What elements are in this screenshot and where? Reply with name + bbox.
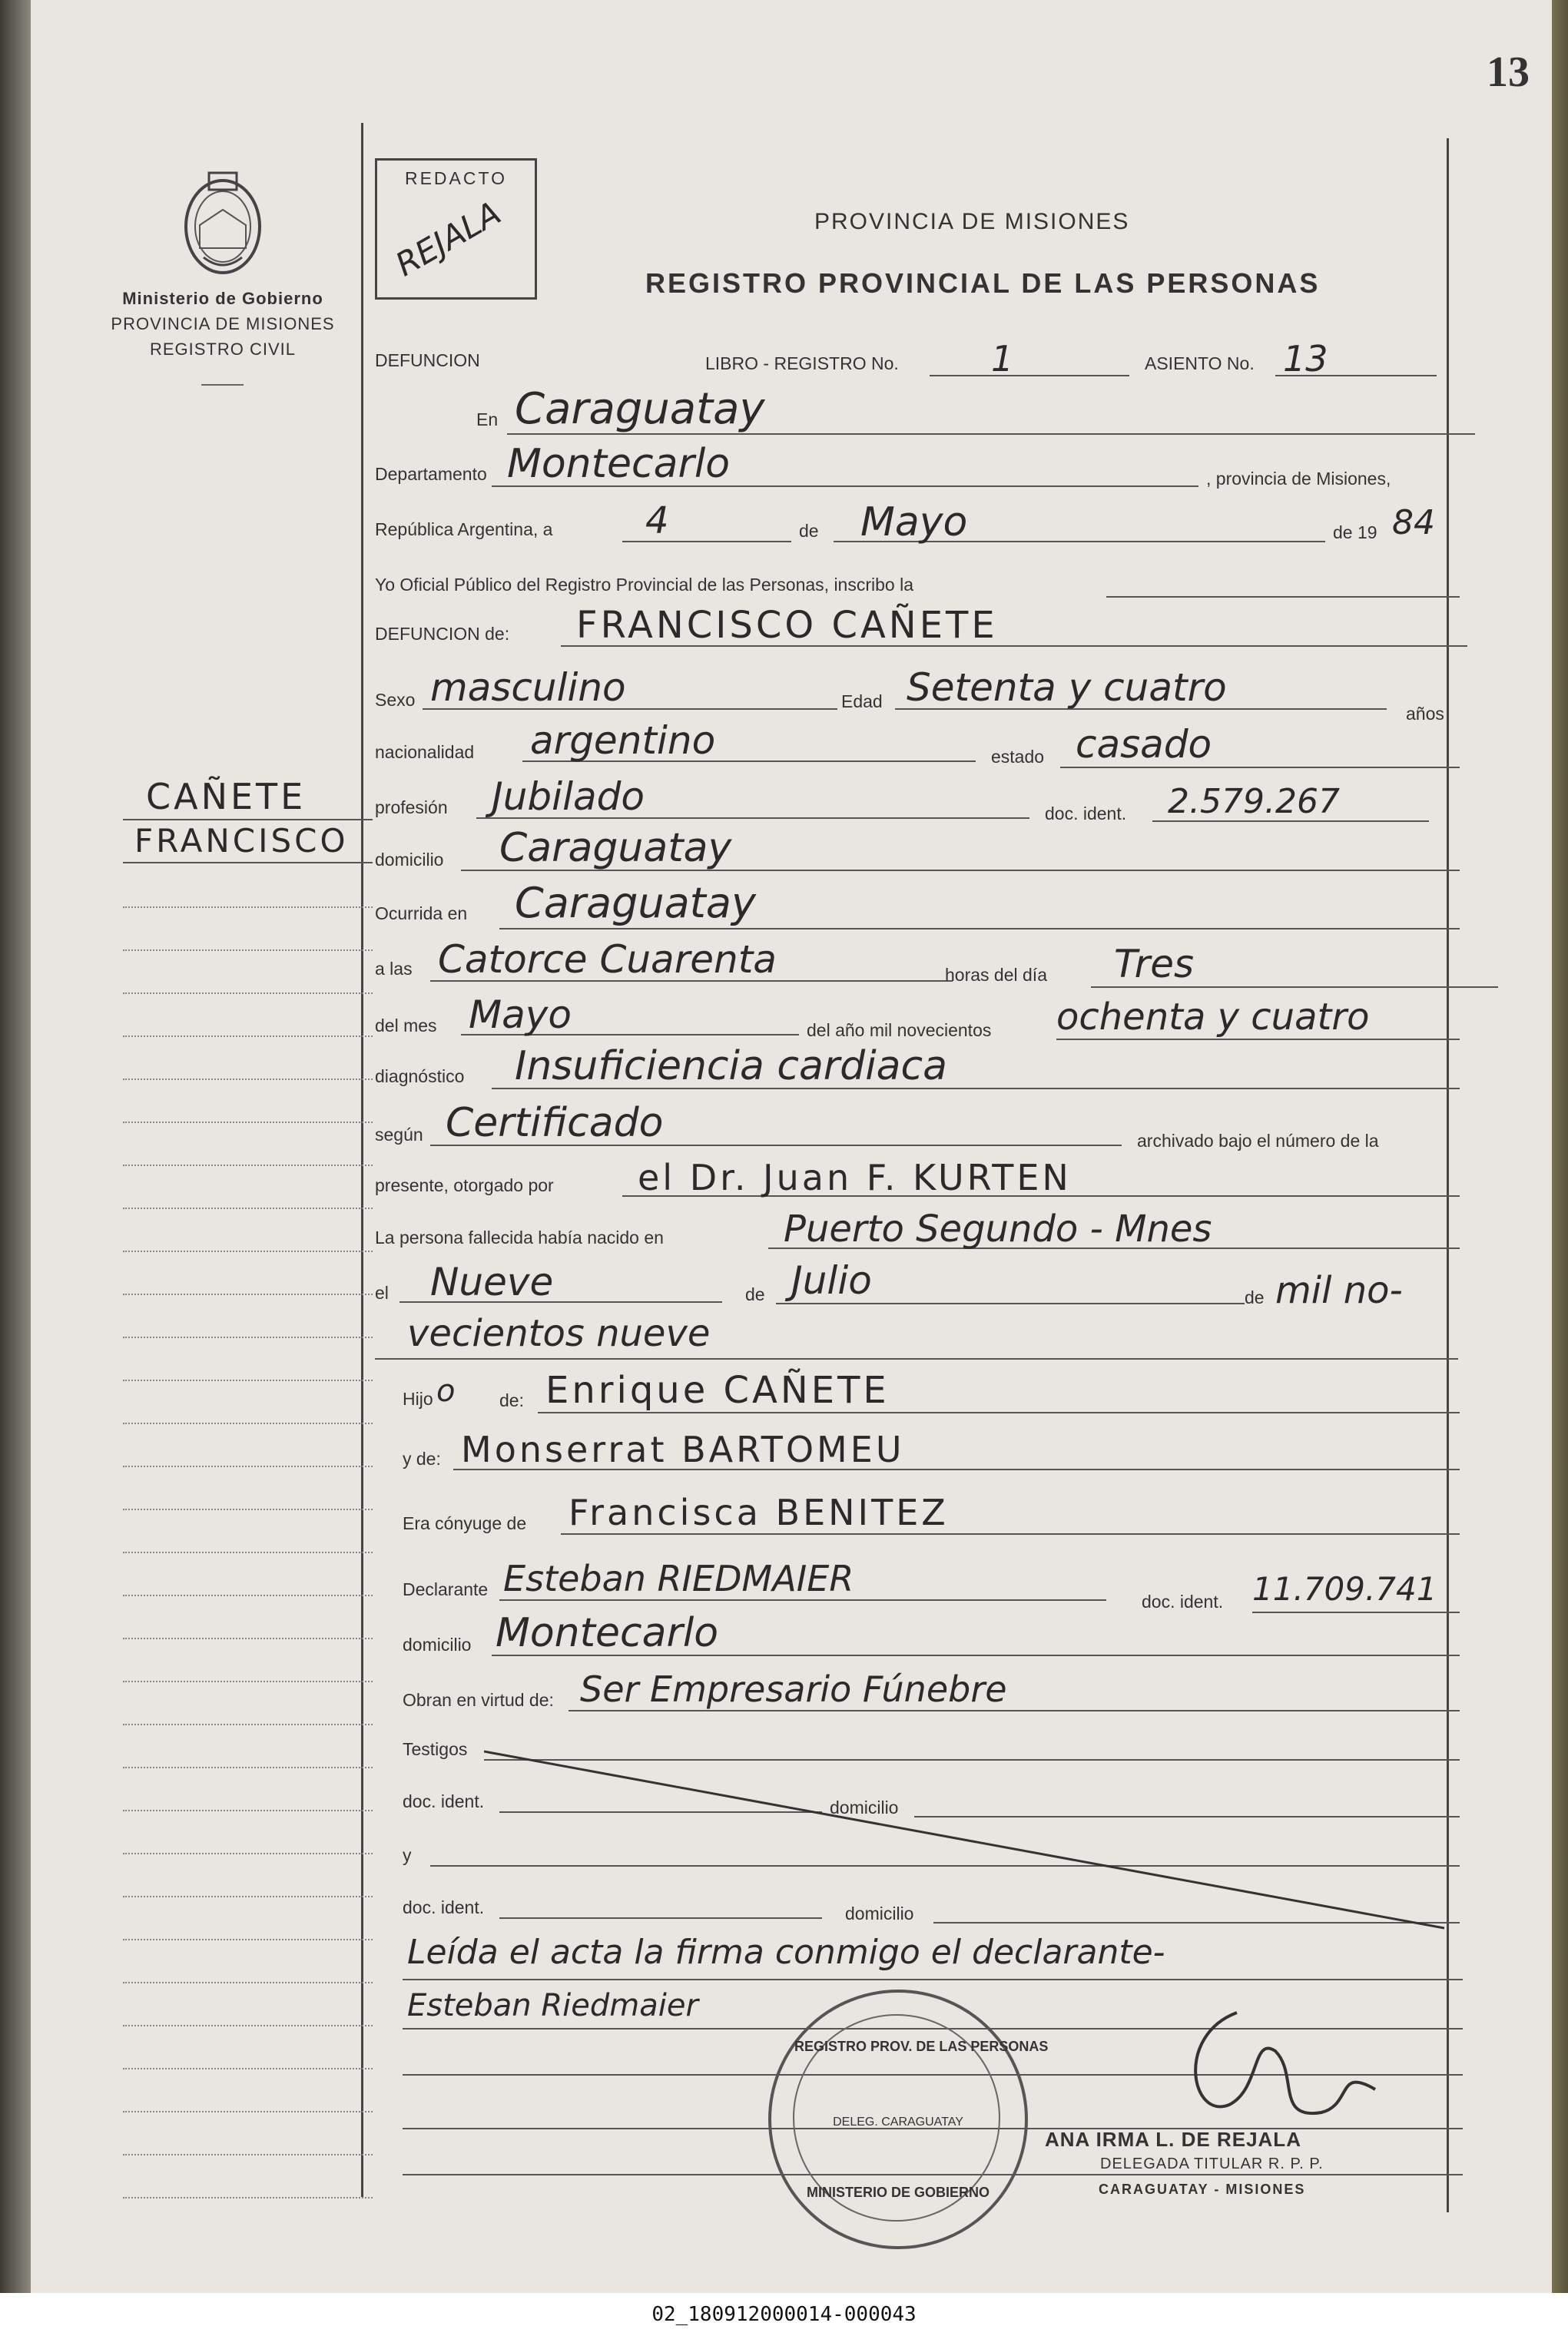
book-edge (1552, 0, 1568, 2293)
ministry-name: Ministerio de Gobierno (122, 289, 323, 308)
y-label: y (403, 1845, 412, 1865)
el-label: el (375, 1283, 389, 1303)
seal-text-top: REGISTRO PROV. DE LAS PERSONAS (794, 2039, 1049, 2054)
sexo-value: masculino (430, 665, 626, 710)
edad-label: Edad (841, 691, 883, 711)
otorgado-value: el Dr. Juan F. KURTEN (638, 1157, 1072, 1198)
archivado-label: archivado bajo el número de la (1137, 1131, 1379, 1151)
officer-title: DELEGADA TITULAR R. P. P. (1100, 2155, 1324, 2172)
edad-value: Setenta y cuatro (907, 665, 1227, 710)
margin-ruled-line (123, 1337, 373, 1338)
margin-ruled-line (123, 992, 373, 994)
document-page (31, 0, 1552, 2293)
deceased-name: FRANCISCO CAÑETE (576, 604, 998, 647)
diagnostico-label: diagnóstico (375, 1066, 465, 1086)
doc-ident-label: doc. ident. (1045, 804, 1127, 823)
margin-ruled-line (123, 1509, 373, 1510)
en-value: Caraguatay (515, 384, 765, 434)
conyuge-label: Era cónyuge de (403, 1513, 527, 1533)
page-number: 13 (1487, 48, 1530, 96)
record-type: DEFUNCION (375, 350, 480, 370)
margin-ruled-line (123, 1638, 373, 1639)
margin-line (123, 862, 373, 863)
oficial-text: Yo Oficial Público del Registro Provincial de las Personas, inscribo la (375, 575, 913, 595)
doc-ident-value: 2.579.267 (1168, 782, 1340, 821)
day-value: 4 (645, 499, 669, 542)
margin-ruled-line (123, 1552, 373, 1553)
nacionalidad-label: nacionalidad (375, 742, 475, 762)
del-mes-label: del mes (375, 1016, 437, 1035)
margin-ruled-line (123, 1035, 373, 1037)
year-value: 84 (1392, 503, 1435, 542)
margin-ruled-line (123, 949, 373, 951)
month-value: Mayo (860, 499, 968, 545)
redacto-stamp (375, 158, 537, 300)
seal-text-inner: DELEG. CARAGUATAY (833, 2116, 963, 2129)
redacto-value: REJALA (389, 194, 507, 284)
form-left-border (361, 123, 363, 2197)
segun-label: según (375, 1125, 423, 1145)
closing-text: Leída el acta la firma conmigo el declarante- (407, 1933, 1165, 1972)
decl-doc-label: doc. ident. (1142, 1592, 1224, 1612)
margin-ruled-line (123, 1466, 373, 1467)
en-label: En (476, 409, 499, 429)
margin-ruled-line (123, 1079, 373, 1080)
margin-name: FRANCISCO (134, 822, 349, 860)
officer-signature (1145, 2005, 1391, 2136)
oficial-line (1106, 596, 1460, 598)
margin-ruled-line (123, 1423, 373, 1424)
margin-ruled-line (123, 1208, 373, 1209)
margin-ruled-line (123, 906, 373, 908)
nac-ano-line (375, 1358, 1458, 1360)
asiento-value: 13 (1283, 338, 1328, 379)
t2-domicilio-label: domicilio (845, 1904, 914, 1923)
official-seal (768, 1990, 1049, 2249)
sexo-label: Sexo (375, 690, 416, 710)
margin-ruled-line (123, 1380, 373, 1381)
madre-value: Monserrat BARTOMEU (461, 1429, 905, 1470)
ocurrida-label: Ocurrida en (375, 903, 468, 923)
profesion-value: Jubilado (492, 774, 645, 819)
anos-label: años (1406, 704, 1444, 724)
obran-label: Obran en virtud de: (403, 1690, 554, 1710)
margin-ruled-line (123, 1810, 373, 1811)
diagnostico-value: Insuficiencia cardiaca (515, 1043, 947, 1089)
ministry-province: PROVINCIA DE MISIONES (111, 314, 335, 333)
estado-value: casado (1076, 722, 1212, 767)
nac-ano-value-1: mil no- (1275, 1269, 1403, 1312)
declarante-label: Declarante (403, 1579, 489, 1599)
padre-line (538, 1412, 1460, 1413)
ministry-header (85, 286, 361, 362)
hijo-suffix: o (436, 1373, 456, 1409)
image-id-footer: 02_180912000014-000043 (0, 2293, 1568, 2336)
testigos-label: Testigos (403, 1739, 468, 1759)
nac-mes-value: Julio (791, 1258, 872, 1303)
declarante-line (499, 1599, 1106, 1601)
y-de-label: y de: (403, 1449, 441, 1469)
decl-domicilio-value: Montecarlo (496, 1610, 719, 1656)
provincia-label: , provincia de Misiones, (1206, 469, 1391, 489)
hijo-label: Hijo (403, 1389, 433, 1409)
t-doc-label: doc. ident. (403, 1791, 485, 1811)
margin-ruled-line (123, 2111, 373, 2112)
horas-label: horas del día (945, 965, 1047, 985)
nacionalidad-value: argentino (530, 718, 716, 763)
asiento-label: ASIENTO No. (1145, 353, 1255, 373)
margin-ruled-line (123, 2197, 373, 2198)
dia-line (1091, 986, 1498, 988)
closing-line (403, 1979, 1463, 1980)
defuncion-de-label: DEFUNCION de: (375, 624, 510, 644)
ano-line (1056, 1039, 1460, 1040)
decl-doc-value: 11.709.741 (1252, 1570, 1437, 1608)
officer-place: CARAGUATAY - MISIONES (1099, 2182, 1306, 2197)
conyuge-line (561, 1533, 1460, 1535)
segun-value: Certificado (446, 1100, 664, 1146)
margin-ruled-line (123, 2068, 373, 2069)
margin-ruled-line (123, 1165, 373, 1166)
conyuge-value: Francisca BENITEZ (569, 1492, 949, 1533)
margin-ruled-line (123, 2154, 373, 2155)
obran-line (569, 1710, 1460, 1711)
strike-line (484, 1744, 1452, 1943)
margin-ruled-line (123, 1853, 373, 1854)
province-title: PROVINCIA DE MISIONES (814, 209, 1130, 234)
libro-value: 1 (991, 338, 1014, 379)
hijo-de-label: de: (499, 1390, 524, 1410)
officer-name: ANA IRMA L. DE REJALA (1045, 2128, 1301, 2151)
margin-ruled-line (123, 1982, 373, 1983)
dia-value: Tres (1114, 942, 1195, 986)
libro-label: LIBRO - REGISTRO No. (705, 353, 899, 373)
departamento-label: Departamento (375, 464, 487, 484)
year-label: de 19 (1333, 522, 1377, 542)
margin-ruled-line (123, 1767, 373, 1768)
obran-value: Ser Empresario Fúnebre (580, 1668, 1007, 1710)
t2-doc-label: doc. ident. (403, 1897, 485, 1917)
margin-ruled-line (123, 1251, 373, 1252)
margin-ruled-line (123, 1724, 373, 1725)
registry-title: REGISTRO PROVINCIAL DE LAS PERSONAS (645, 267, 1321, 299)
nac-de2-label: de (1245, 1287, 1265, 1307)
declarante-value: Esteban RIEDMAIER (503, 1558, 854, 1599)
margin-ruled-line (123, 1122, 373, 1123)
coat-of-arms-icon (177, 165, 269, 280)
t-domicilio-label: domicilio (830, 1798, 899, 1817)
margin-ruled-line (123, 1896, 373, 1897)
nac-ano-value-2: vecientos nueve (407, 1312, 711, 1355)
margin-ruled-line (123, 1595, 373, 1596)
mes-value: Mayo (469, 992, 572, 1037)
divider (201, 384, 244, 386)
book-binding (0, 0, 31, 2293)
margin-ruled-line (123, 1681, 373, 1682)
nacido-label: La persona fallecida había nacido en (375, 1228, 664, 1248)
estado-label: estado (991, 747, 1045, 767)
domicilio-label: domicilio (375, 850, 444, 870)
decl-doc-line (1252, 1612, 1460, 1613)
decl-domicilio-label: domicilio (403, 1635, 472, 1655)
hora-value: Catorce Cuarenta (438, 937, 777, 982)
profesion-label: profesión (375, 797, 448, 817)
del-ano-label: del año mil novecientos (807, 1020, 992, 1040)
seal-text-bottom: MINISTERIO DE GOBIERNO (806, 2185, 990, 2200)
de-label: de (799, 521, 819, 541)
a-las-label: a las (375, 959, 413, 979)
redacto-label: REDACTO (404, 168, 508, 188)
ocurrida-value: Caraguatay (515, 879, 756, 927)
nac-de-label: de (745, 1284, 765, 1304)
declarant-signature: Esteban Riedmaier (407, 1988, 698, 2023)
padre-value: Enrique CAÑETE (545, 1369, 890, 1412)
margin-surname: CAÑETE (146, 776, 307, 817)
ano-value: ochenta y cuatro (1056, 996, 1370, 1039)
ocurrida-line (499, 928, 1460, 929)
margin-ruled-line (123, 2025, 373, 2026)
margin-ruled-line (123, 1294, 373, 1295)
ministry-registry: REGISTRO CIVIL (149, 340, 297, 359)
libro-line (930, 375, 1129, 376)
domicilio-value: Caraguatay (499, 825, 732, 871)
republica-label: República Argentina, a (375, 519, 553, 539)
nac-dia-value: Nueve (430, 1260, 554, 1304)
nacido-value: Puerto Segundo - Mnes (784, 1208, 1212, 1251)
margin-line (123, 819, 373, 820)
margin-ruled-line (123, 1939, 373, 1940)
nac-mes-line (776, 1303, 1245, 1304)
presente-label: presente, otorgado por (375, 1175, 554, 1195)
departamento-value: Montecarlo (507, 441, 731, 487)
estado-line (1060, 767, 1460, 768)
